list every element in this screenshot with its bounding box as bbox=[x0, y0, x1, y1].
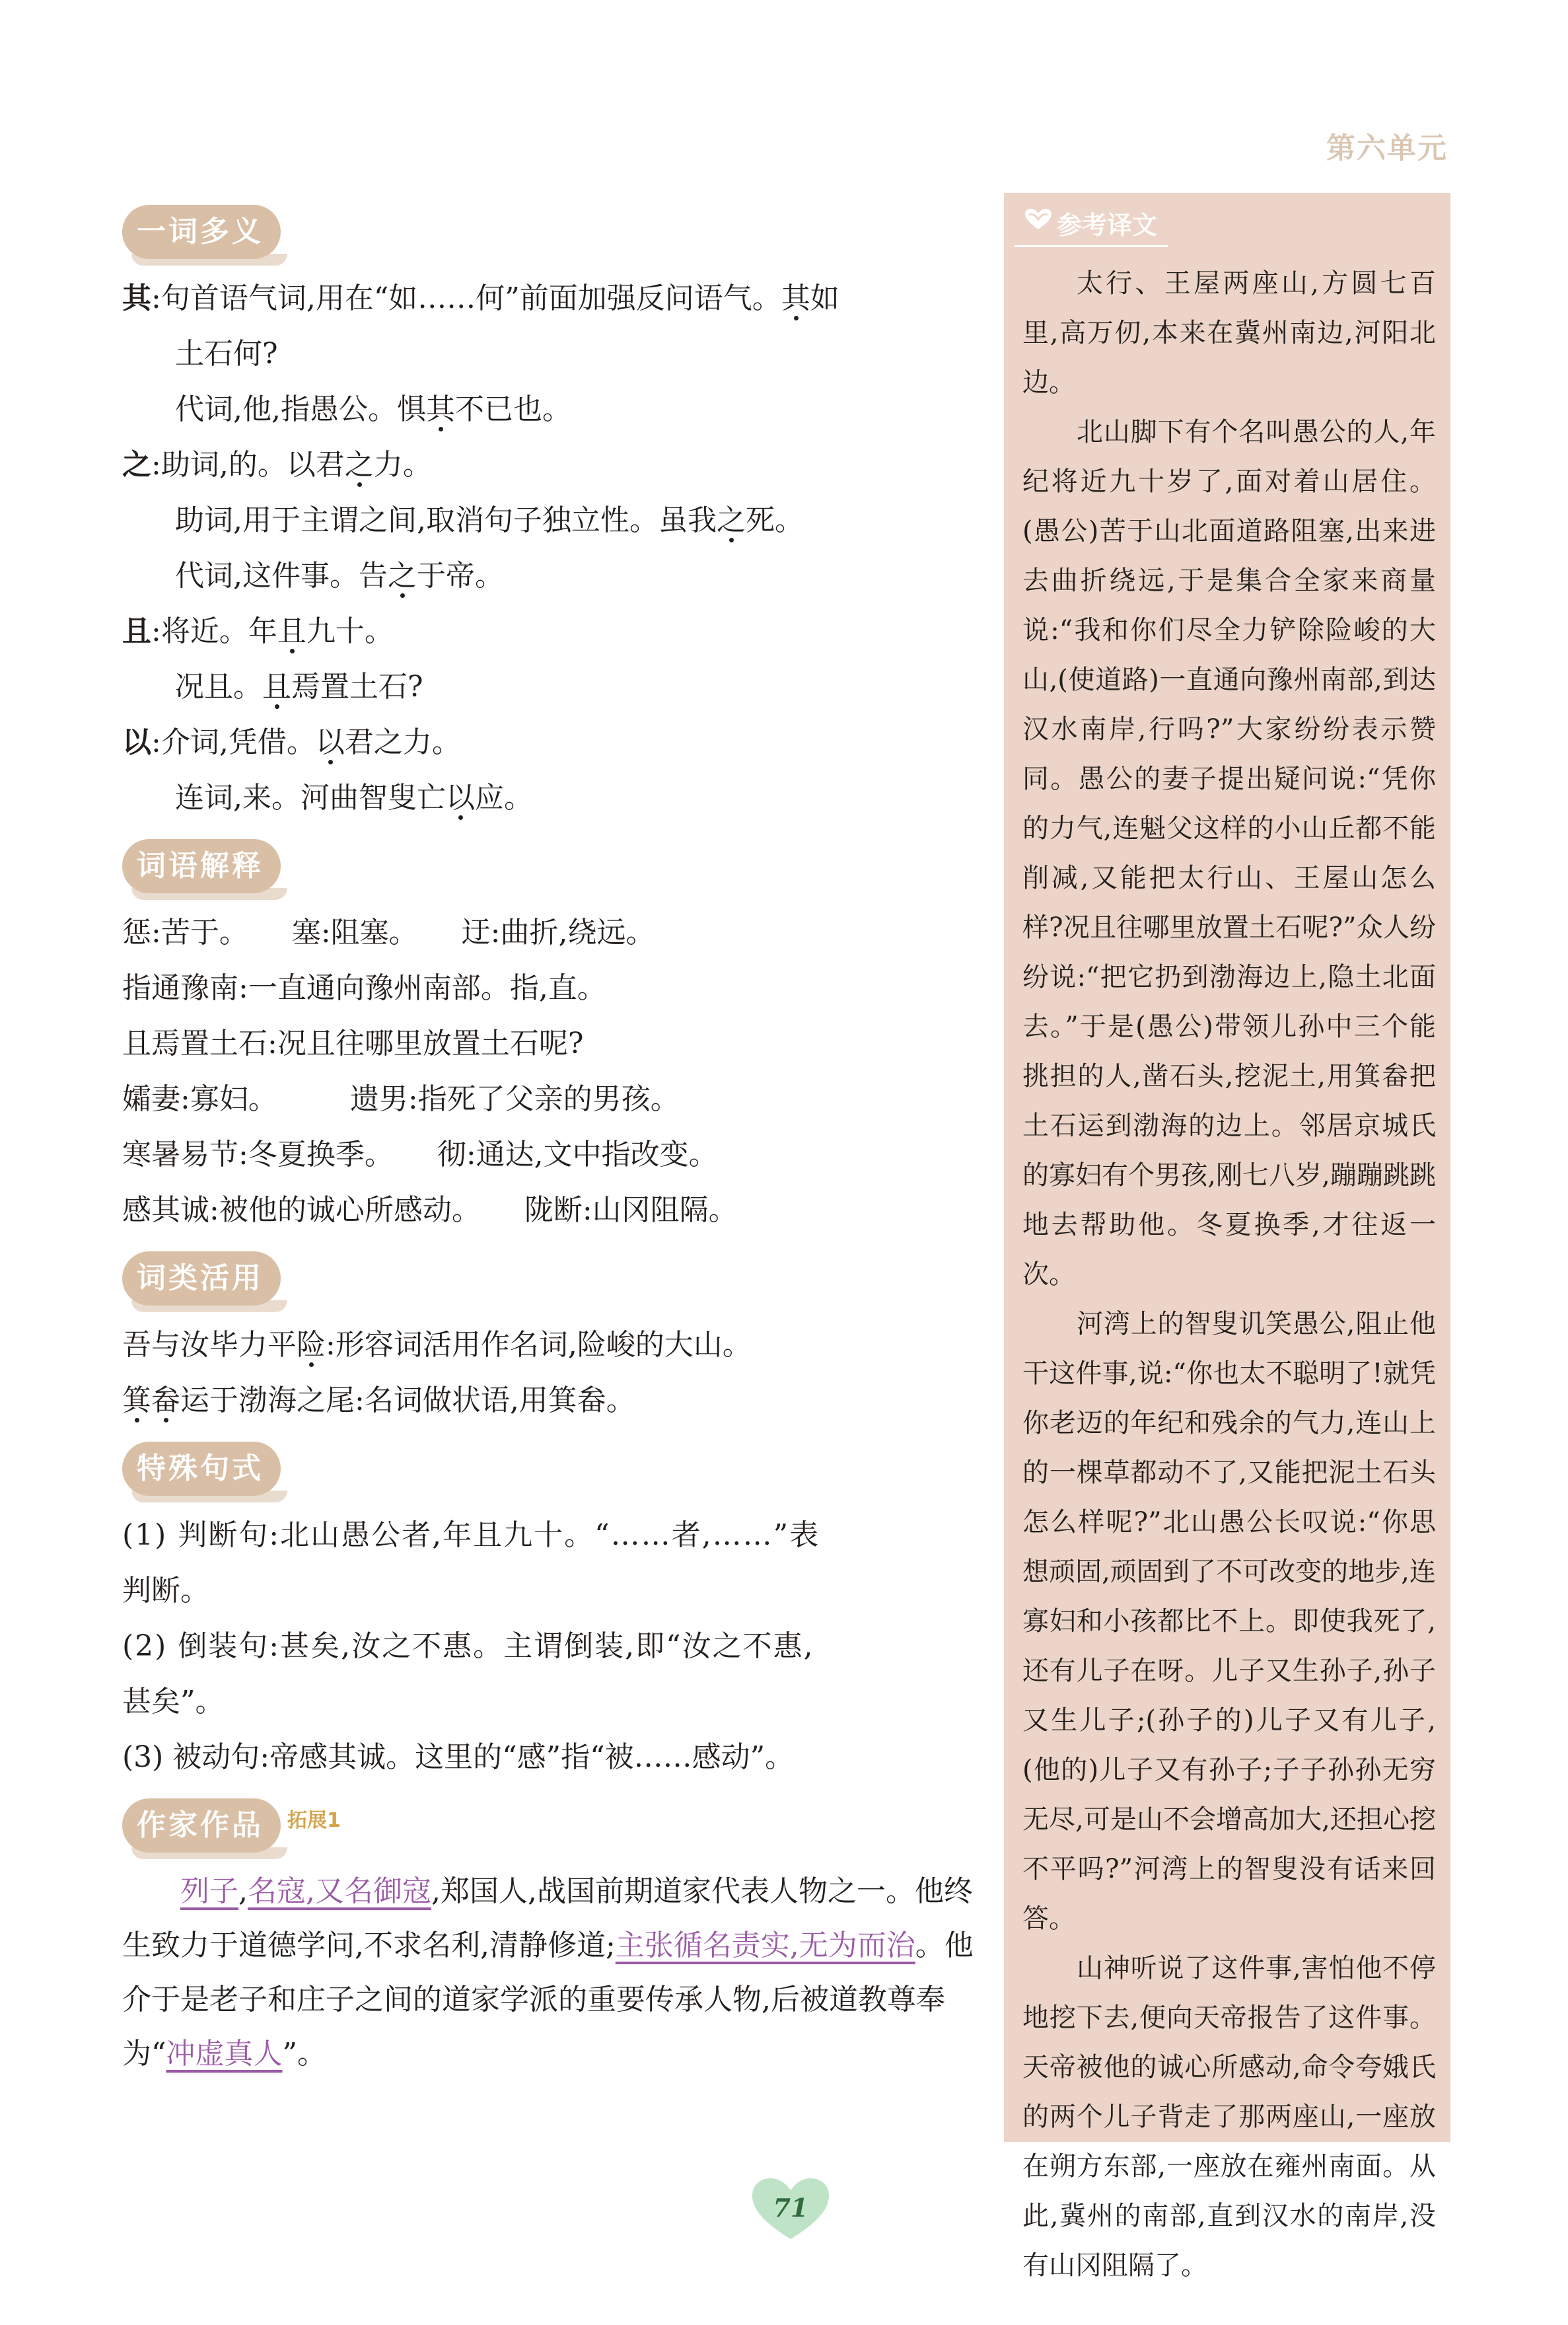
polysemy-entry: 连词,来。河曲智叟亡以应。 bbox=[175, 781, 533, 815]
sidebar-title: 参考译文 bbox=[1015, 205, 1168, 247]
highlight-text: 名寇,又名御寇 bbox=[248, 1874, 431, 1908]
glossary-line: 指通豫南:一直通向豫州南部。指,直。 bbox=[122, 971, 606, 1005]
sentence-line: (1) 判断句:北山愚公者,年且九十。“……者,……”表 bbox=[122, 1518, 820, 1552]
translation-paragraph: 太行、王屋两座山,方圆七百里,高万仞,本来在冀州南边,河阳北边。 bbox=[1022, 268, 1436, 398]
sentence-line: 判断。 bbox=[122, 1574, 209, 1607]
translation-paragraph: 河湾上的智叟讥笑愚公,阻止他干这件事,说:“你也太不聪明了!就凭你老迈的年纪和残余的气力,连山上的一棵草都动不了,又能把泥土石头怎么样呢?”北山愚公长叹说:“你思想顽固,顽固到了不可改变的地步,连寡妇和小孩都比不上。即使我死了,还有儿子在呀。儿子又生孙子,孙子又生儿子;(孙子的)儿子又有儿子,(他的)儿子又有孙子;子子孙孙无穷无尽,可是山不会增高加大,还担心挖不平吗?”河湾上的智叟没有话来回答。 bbox=[1022, 1309, 1436, 1934]
polysemy-entry: 代词,他,指愚公。惧其不已也。 bbox=[175, 392, 571, 426]
highlight-text: 列子 bbox=[180, 1874, 238, 1908]
unit-title: 第六单元 bbox=[1326, 131, 1448, 165]
polysemy-entry: 且:将近。年且九十。 bbox=[122, 614, 394, 648]
heart-icon bbox=[1024, 207, 1053, 231]
main-column bbox=[122, 192, 974, 2081]
translation-sidebar bbox=[1004, 193, 1450, 2281]
polysemy-entry: 之:助词,的。以君之力。 bbox=[122, 448, 432, 482]
section-badge-author: 作家作品 bbox=[122, 1798, 281, 1853]
translation-paragraph: 北山脚下有个名叫愚公的人,年纪将近九十岁了,面对着山居住。(愚公)苦于山北面道路阻塞,出来进去曲折绕远,于是集合全家来商量说:“我和你们尽全力铲除险峻的大山,(使道路)一直通向豫州南部,到达汉水南岸,行吗?”大家纷纷表示赞同。愚公的妻子提出疑问说:“凭你的力气,连魁父这样的小山丘都不能削减,又能把太行山、王屋山怎么样?况且往哪里放置土石呢?”众人纷纷说:“把它扔到渤海边上,隐土北面去。”于是(愚公)带领儿孙中三个能挑担的人,凿石头,挖泥土,用箕畚把土石运到渤海的边上。邻居京城氏的寡妇有个男孩,刚七八岁,蹦蹦跳跳地去帮助他。冬夏换季,才往返一次。 bbox=[1022, 417, 1436, 1290]
highlight-text: 主张循名责实,无为而治 bbox=[615, 1929, 915, 1962]
polysemy-entry: 助词,用于主谓之间,取消句子独立性。虽我之死。 bbox=[175, 503, 804, 537]
polysemy-entry: 其:句首语气词,用在“如……何”前面加强反问语气。其如 bbox=[122, 281, 839, 315]
section-badge-glossary: 词语解释 bbox=[122, 839, 281, 893]
word-class-line: 箕畚运于渤海之尾:名词做状语,用箕畚。 bbox=[122, 1384, 635, 1417]
heart-icon bbox=[750, 2176, 832, 2242]
section-badge-polysemy: 一词多义 bbox=[122, 205, 281, 259]
author-paragraph: 列子,名寇,又名御寇,郑国人,战国前期道家代表人物之一。他终生致力于道德学问,不求名利,清静修道;主张循名责实,无为而治。他介于是老子和庄子之间的道家学派的重要传承人物,后被道教尊奉为“冲虚真人”。 bbox=[122, 1874, 974, 2071]
glossary-line: 感其诚:被他的诚心所感动。 陇断:山冈阻隔。 bbox=[122, 1193, 738, 1227]
page-number-badge bbox=[750, 2176, 832, 2242]
glossary-line: 且焉置土石:况且往哪里放置土石呢? bbox=[122, 1027, 584, 1060]
sentence-line: (3) 被动句:帝感其诚。这里的“感”指“被……感动”。 bbox=[122, 1740, 795, 1774]
polysemy-entry: 况且。且焉置土石? bbox=[175, 670, 423, 704]
translation-paragraph: 山神听说了这件事,害怕他不停地挖下去,便向天帝报告了这件事。天帝被他的诚心所感动,命令夸娥氏的两个儿子背走了那两座山,一座放在朔方东部,一座放在雍州南面。从此,冀州的南部,直到汉水的南岸,没有山冈阻隔了。 bbox=[1022, 1953, 1436, 2281]
section-badge-sentences: 特殊句式 bbox=[122, 1442, 281, 1496]
glossary-line: 寒暑易节:冬夏换季。 彻:通达,文中指改变。 bbox=[122, 1138, 718, 1171]
section-badge-word-class: 词类活用 bbox=[122, 1251, 281, 1306]
extension-note: 拓展1 bbox=[287, 1809, 341, 1832]
sentence-line: (2) 倒装句:甚矣,汝之不惠。主谓倒装,即“汝之不惠, bbox=[122, 1629, 814, 1663]
sentence-line: 甚矣”。 bbox=[122, 1685, 225, 1718]
glossary-line: 孀妻:寡妇。 遗男:指死了父亲的男孩。 bbox=[122, 1082, 680, 1116]
polysemy-entry-cont: 土石何? bbox=[175, 337, 278, 371]
sidebar-body bbox=[1022, 259, 1436, 2291]
word-class-line: 吾与汝毕力平险:形容词活用作名词,险峻的大山。 bbox=[122, 1328, 752, 1362]
page-number: 71 bbox=[773, 2193, 808, 2223]
polysemy-entry: 以:介词,凭借。以君之力。 bbox=[122, 725, 461, 759]
polysemy-entry: 代词,这件事。告之于帝。 bbox=[175, 559, 504, 593]
highlight-text: 冲虚真人 bbox=[166, 2037, 283, 2071]
glossary-line: 惩:苦于。 塞:阻塞。 迂:曲折,绕远。 bbox=[122, 916, 655, 949]
dotted-char: 其 bbox=[781, 281, 810, 315]
